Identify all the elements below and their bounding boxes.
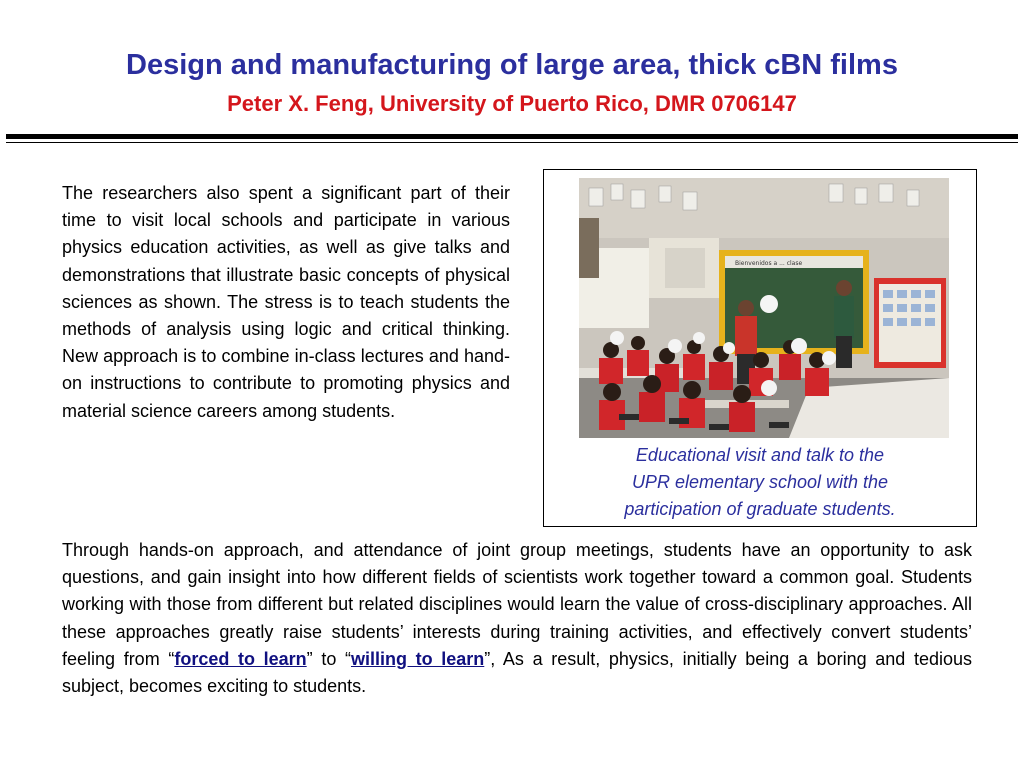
- classroom-photo-illustration: [579, 178, 949, 438]
- outcomes-text-part1: Through hands-on approach, and attendance of joint group meetings, students have an opportunity to ask questions, and gain insight into how different fields of scientists work together toward a common goal. Students working with those from different but related disciplines would learn the value of cross-disciplinary approaches. All these approaches greatly raise students’ interests during training activities, and effectively convert students’ feeling from “: [62, 540, 972, 669]
- slide-subtitle: Peter X. Feng, University of Puerto Rico, DMR 0706147: [227, 91, 797, 116]
- outcomes-text-part2: ” to “: [306, 648, 351, 669]
- outcomes-paragraph: [62, 537, 972, 700]
- header-divider-thin: [6, 142, 1018, 143]
- intro-paragraph: The researchers also spent a significant part of their time to visit local schools and participate in various physics education activities, as well as give talks and demonstrations that illustrate basic concepts of physical sciences as shown. The stress is to teach students the methods of analysis using logic and critical thinking. New approach is to combine in-class lectures and hand-on instructions to contribute to promoting physics and material science careers among students.: [62, 183, 510, 421]
- photo-caption-line2: UPR elementary school with the: [631, 472, 889, 492]
- outcomes-text-part3: ”, As a result, physics, initially being a boring and tedious subject, becomes exciting to students.: [62, 648, 972, 697]
- willing-to-learn-highlight: willing to learn: [350, 648, 485, 669]
- header-divider-thick: [6, 134, 1018, 139]
- slide-title: Design and manufacturing of large area, thick cBN films: [126, 49, 898, 81]
- photo-caption-line1: Educational visit and talk to the: [635, 445, 885, 465]
- forced-to-learn-highlight: forced to learn: [174, 648, 307, 669]
- photo-caption-line3: participation of graduate students.: [624, 499, 896, 519]
- board-banner-text: Bienvenidos a ... clase: [735, 260, 803, 267]
- classroom-photo: [579, 178, 949, 438]
- photo-figure: [543, 169, 977, 527]
- photo-caption: [544, 442, 976, 523]
